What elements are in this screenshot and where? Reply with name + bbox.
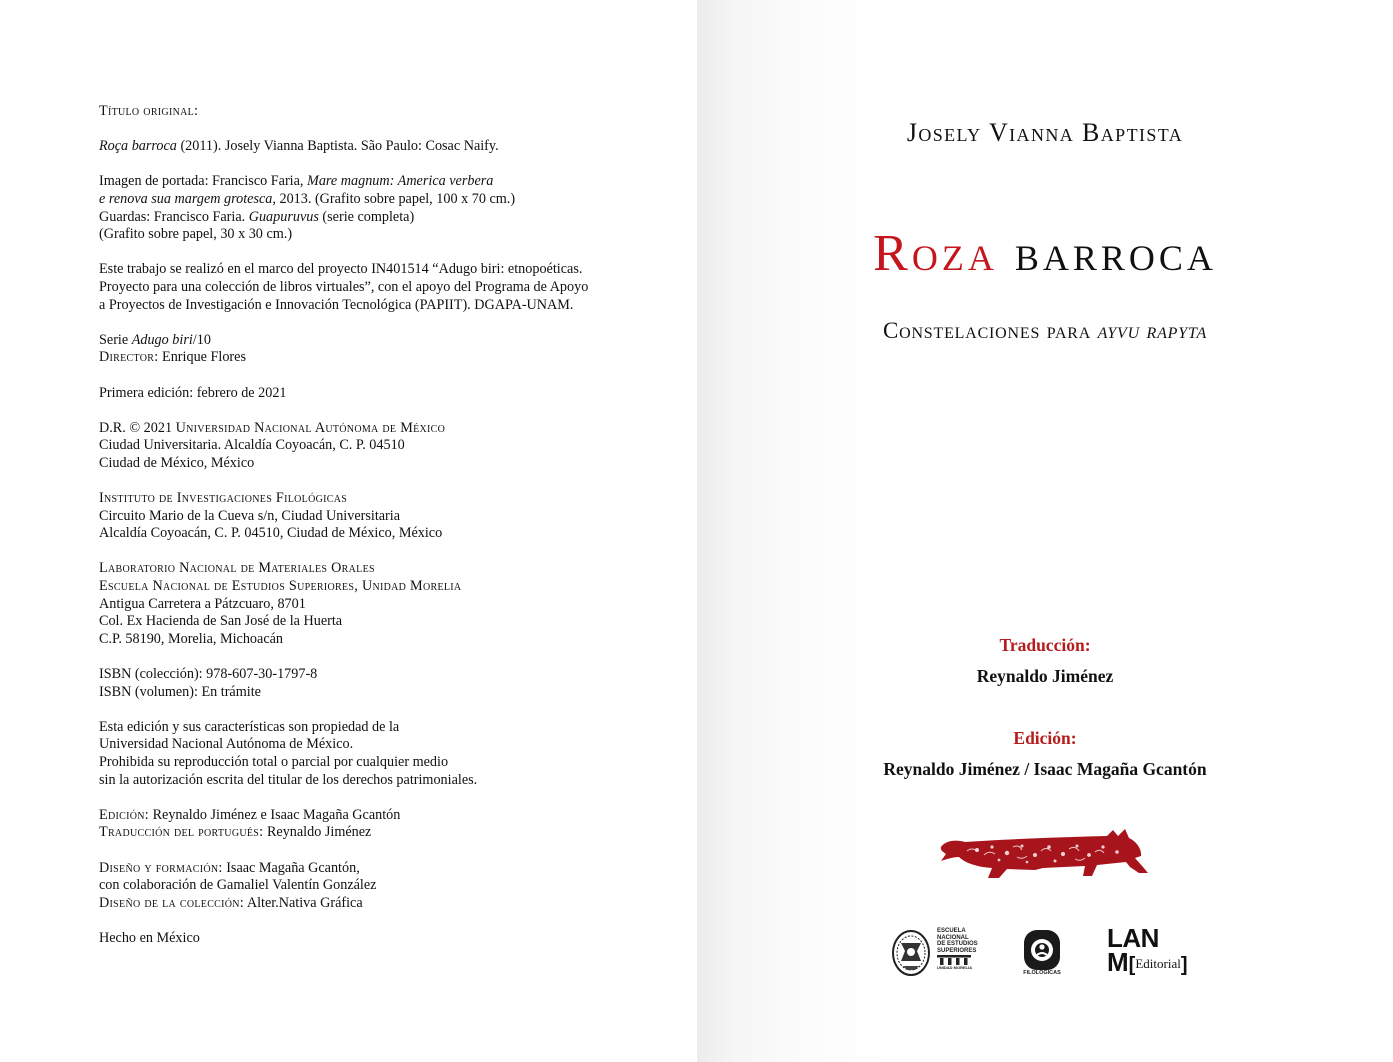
filologicas-emblem-icon [1022,929,1062,971]
traductor-name: Reynaldo Jiménez [976,666,1114,686]
derechos-note: Esta edición y sus características son propiedad de la Universidad Nacional Autónoma de México. Prohibida su reproducción total o parcial por cualquier medio sin la autorización escrita del titular de los derechos patrimoniales. [99,718,478,788]
diseno-credits: Diseño y formación: Isaac Magaña Gcantón, con colaboración de Gamaliel Valentín González Diseño de la colección: Alter.Nativa Gráfica [99,859,377,911]
edicion-credits: Edición: Reynaldo Jiménez e Isaac Magaña Gcantón Traducción del portugués: Reynaldo Jiménez [99,806,401,841]
credits-block [99,103,679,965]
title-red-word: Roza [873,225,998,282]
titulo-original: Título original: Roça barroca (2011). Josely Vianna Baptista. São Paulo: Cosac Naify. [99,103,499,155]
book-title [697,222,1393,286]
editores-names: Reynaldo Jiménez / Isaac Magaña Gcantón [883,759,1207,779]
right-page [697,0,1393,1062]
filologicas-label: FILOLÓGICAS [1023,970,1061,976]
proyecto-note: Este trabajo se realizó en el marco del proyecto IN401514 “Adugo biri: etnopoéticas. Proyecto para una colección de libros virtuales”, con el apoyo del Programa de Apoyo a Proyectos de Investigación e Innovación Tecnológica (PAPIIT). DGAPA-UNAM. [99,261,589,313]
instituto-address: Instituto de Investigaciones Filológicas Circuito Mario de la Cueva s/n, Ciudad Universitaria Alcaldía Coyoacán, C. P. 04510, Ciudad de México, México [99,490,443,542]
isbn-info: ISBN (colección): 978-607-30-1797-8 ISBN (volumen): En trámite [99,666,318,700]
enes-logo: ESCUELA NACIONAL DE ESTUDIOS SUPERIORES UNIDAD MORELIA [937,928,978,971]
lanmo-logo: LAN M[Editorial] [1107,923,1188,977]
author-name: Josely Vianna Baptista [906,118,1184,147]
publisher-logos [697,923,1393,982]
unam-seal-icon [891,929,931,977]
ox-emblem-icon [937,825,1157,881]
edicion-label: Edición: [1013,728,1077,748]
derechos-reservados: D.R. © 2021 Universidad Nacional Autónoma de México Ciudad Universitaria. Alcaldía Coyoacán, C. P. 04510 Ciudad de México, México [99,419,446,471]
traduccion-label: Traducción: [999,635,1091,655]
portada-credit: Imagen de portada: Francisco Faria, Mare magnum: America verbera e renova sua margem grotesca, 2013. (Grafito sobre papel, 100 x 70 cm.) Guardas: Francisco Faria. Guapuruvus (serie completa) (Grafito sobre papel, 30 x 30 cm.) [99,173,516,243]
title-black-word: barroca [997,225,1217,282]
serie-info: Serie Adugo biri/10 Director: Enrique Flores [99,331,246,366]
primera-edicion: Primera edición: febrero de 2021 [99,384,287,401]
hecho-en-mexico: Hecho en México [99,929,200,946]
laboratorio-address: Laboratorio Nacional de Materiales Orales Escuela Nacional de Estudios Superiores, Unidad Morelia Antigua Carretera a Pátzcuaro, 8701 Col. Ex Hacienda de San José de la Huerta C.P. 58190, Morelia, Michoacán [99,560,462,647]
enes-columns-icon [937,955,971,965]
book-subtitle: Constelaciones para ayvu rapyta [882,318,1208,343]
